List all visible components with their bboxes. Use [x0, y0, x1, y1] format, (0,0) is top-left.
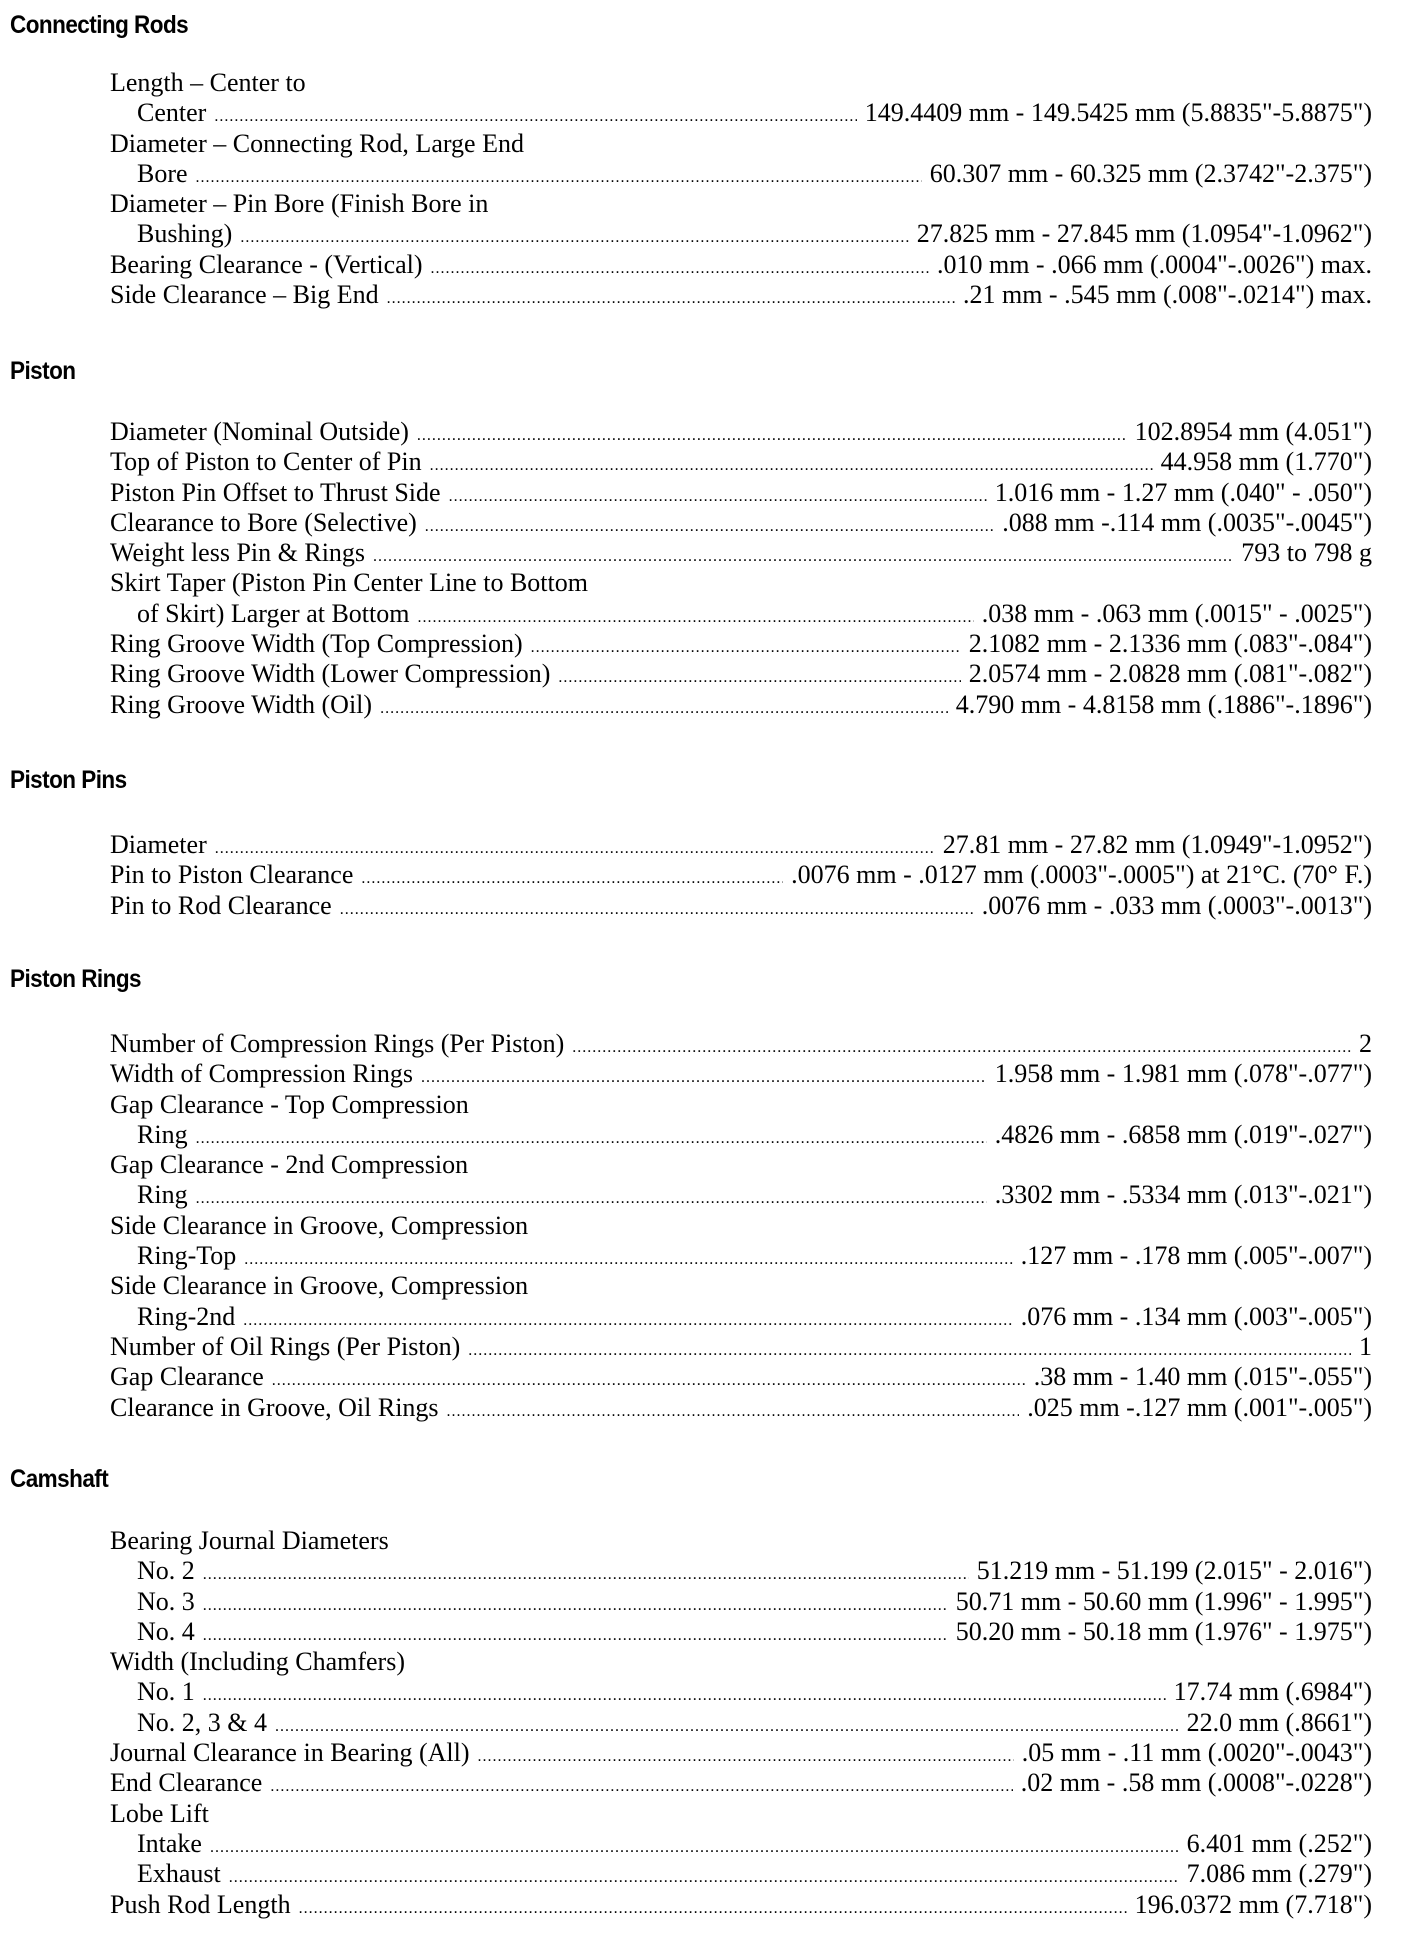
spec-row [110, 1090, 1372, 1120]
spec-label: Clearance in Groove, Oil Rings [110, 1392, 439, 1422]
spec-row [110, 629, 1372, 659]
spec-row [110, 1393, 1372, 1423]
spec-label: Bushing) [137, 219, 233, 249]
spec-row [110, 98, 1372, 128]
spec-label: Ring [137, 1180, 188, 1210]
spec-row [110, 1059, 1372, 1089]
spec-value: 44.958 mm (1.770") [1160, 447, 1372, 477]
dot-leader [417, 421, 1127, 451]
dot-leader [425, 512, 994, 542]
spec-label: Length – Center to [110, 68, 306, 97]
spec-value: .025 mm -.127 mm (.001"-.005") [1027, 1392, 1372, 1422]
spec-label: Ring Groove Width (Oil) [110, 689, 373, 719]
spec-row [110, 447, 1372, 477]
spec-value: 793 to 798 g [1241, 538, 1372, 568]
spec-label: No. 1 [137, 1677, 195, 1707]
spec-label: Width of Compression Rings [110, 1059, 414, 1089]
spec-label: Top of Piston to Center of Pin [110, 447, 422, 477]
spec-label: Intake [137, 1828, 202, 1858]
spec-row [110, 68, 1372, 98]
spec-row [110, 1556, 1372, 1586]
spec-row [110, 1180, 1372, 1210]
spec-row [110, 1271, 1372, 1301]
spec-value: 2.0574 mm - 2.0828 mm (.081"-.082") [968, 659, 1372, 689]
spec-row [110, 1587, 1372, 1617]
spec-value: 60.307 mm - 60.325 mm (2.3742"-2.375") [929, 158, 1372, 188]
spec-row [110, 538, 1372, 568]
spec-row [110, 159, 1372, 189]
spec-label: Gap Clearance [110, 1362, 264, 1392]
spec-value: 50.71 mm - 50.60 mm (1.996" - 1.995") [955, 1586, 1372, 1616]
spec-value: 1.958 mm - 1.981 mm (.078"-.077") [994, 1059, 1372, 1089]
spec-value: 6.401 mm (.252") [1186, 1828, 1372, 1858]
dot-leader [431, 254, 929, 284]
section-heading: Piston Rings [10, 965, 142, 993]
spec-row [110, 599, 1372, 629]
spec-value: .0076 mm - .033 mm (.0003"-.0013") [981, 890, 1372, 920]
spec-value: .038 mm - .063 mm (.0015" - .0025") [981, 598, 1372, 628]
spec-row [110, 1211, 1372, 1241]
spec-row [110, 508, 1372, 538]
spec-label: Number of Compression Rings (Per Piston) [110, 1029, 565, 1058]
spec-value: 102.8954 mm (4.051") [1134, 417, 1372, 446]
spec-row [110, 250, 1372, 280]
spec-row [110, 1829, 1372, 1859]
dot-leader [447, 1397, 1020, 1427]
spec-value: 17.74 mm (.6984") [1173, 1677, 1372, 1707]
spec-value: .127 mm - .178 mm (.005"-.007") [1020, 1241, 1372, 1271]
spec-row [110, 1332, 1372, 1362]
spec-value: 27.825 mm - 27.845 mm (1.0954"-1.0962") [916, 219, 1372, 249]
spec-label: Gap Clearance - 2nd Compression [110, 1150, 469, 1180]
spec-row [110, 1150, 1372, 1180]
spec-value: .38 mm - 1.40 mm (.015"-.055") [1033, 1362, 1372, 1392]
spec-label: Journal Clearance in Bearing (All) [110, 1738, 470, 1768]
spec-label: Skirt Taper (Piston Pin Center Line to Bottom [110, 568, 588, 598]
dot-leader [387, 284, 955, 314]
spec-label: No. 2, 3 & 4 [137, 1707, 267, 1737]
spec-value: .0076 mm - .0127 mm (.0003"-.0005") at 21°C. (70° F.) [791, 860, 1372, 890]
spec-label: Number of Oil Rings (Per Piston) [110, 1331, 461, 1361]
spec-value: 196.0372 mm (7.718") [1134, 1889, 1372, 1919]
spec-list [110, 68, 1372, 310]
spec-value: .088 mm -.114 mm (.0035"-.0045") [1002, 507, 1372, 537]
spec-row [110, 1362, 1372, 1392]
spec-row [110, 1738, 1372, 1768]
spec-label: Ring-Top [137, 1241, 237, 1271]
section-heading: Connecting Rods [10, 11, 189, 39]
spec-row [110, 1768, 1372, 1798]
spec-label: Weight less Pin & Rings [110, 538, 366, 568]
spec-label: Exhaust [137, 1859, 221, 1889]
spec-label: No. 3 [137, 1586, 195, 1616]
spec-row [110, 219, 1372, 249]
spec-label: Pin to Rod Clearance [110, 890, 332, 920]
spec-label: Diameter – Pin Bore (Finish Bore in [110, 189, 489, 219]
spec-row [110, 830, 1372, 860]
spec-row [110, 478, 1372, 508]
spec-value: 1.016 mm - 1.27 mm (.040" - .050") [994, 477, 1372, 507]
dot-leader [361, 864, 783, 894]
spec-value: 2 [1359, 1029, 1372, 1058]
spec-row [110, 1799, 1372, 1829]
spec-label: Diameter – Connecting Rod, Large End [110, 128, 524, 158]
dot-leader [203, 1681, 1166, 1711]
spec-label: Gap Clearance - Top Compression [110, 1089, 469, 1119]
spec-row [110, 568, 1372, 598]
dot-leader [449, 482, 987, 512]
spec-label: No. 2 [137, 1556, 195, 1586]
spec-value: 1 [1359, 1331, 1372, 1361]
spec-label: Bearing Journal Diameters [110, 1526, 389, 1555]
spec-label: Ring-2nd [137, 1301, 236, 1331]
dot-leader [340, 895, 974, 925]
spec-value: 2.1082 mm - 2.1336 mm (.083"-.084") [968, 629, 1372, 659]
section-heading: Camshaft [10, 1465, 109, 1493]
spec-list [110, 830, 1372, 921]
spec-value: 27.81 mm - 27.82 mm (1.0949"-1.0952") [942, 830, 1372, 859]
spec-label: Diameter (Nominal Outside) [110, 417, 409, 446]
dot-leader [421, 1063, 987, 1093]
spec-value: 50.20 mm - 50.18 mm (1.976" - 1.975") [955, 1616, 1372, 1646]
spec-value: 22.0 mm (.8661") [1186, 1707, 1372, 1737]
spec-row [110, 891, 1372, 921]
spec-label: Bore [137, 158, 188, 188]
spec-label: Ring Groove Width (Top Compression) [110, 629, 523, 659]
spec-label: Side Clearance – Big End [110, 280, 379, 310]
spec-value: .3302 mm - .5334 mm (.013"-.021") [994, 1180, 1372, 1210]
spec-value: .21 mm - .545 mm (.008"-.0214") max. [962, 280, 1372, 310]
dot-leader [531, 633, 961, 663]
spec-row [110, 1241, 1372, 1271]
spec-list [110, 1029, 1372, 1423]
spec-row [110, 417, 1372, 447]
dot-leader [210, 1833, 1179, 1863]
spec-row [110, 1617, 1372, 1647]
spec-label: Diameter [110, 830, 207, 859]
spec-value: .010 mm - .066 mm (.0004"-.0026") max. [936, 249, 1372, 279]
spec-value: .02 mm - .58 mm (.0008"-.0228") [1020, 1768, 1372, 1798]
spec-value: .4826 mm - .6858 mm (.019"-.027") [994, 1119, 1372, 1149]
spec-label: Side Clearance in Groove, Compression [110, 1271, 529, 1301]
spec-label: Width (Including Chamfers) [110, 1647, 405, 1677]
spec-row [110, 659, 1372, 689]
spec-row [110, 1859, 1372, 1889]
dot-leader [203, 1591, 948, 1621]
spec-value: .076 mm - .134 mm (.003"-.005") [1020, 1301, 1372, 1331]
spec-row [110, 1120, 1372, 1150]
spec-value: 149.4409 mm - 149.5425 mm (5.8835"-5.8875") [864, 98, 1372, 128]
spec-value: 4.790 mm - 4.8158 mm (.1886"-.1896") [955, 689, 1372, 719]
spec-row [110, 129, 1372, 159]
spec-row [110, 1029, 1372, 1059]
section-heading: Piston [10, 357, 76, 385]
spec-list [110, 1526, 1372, 1920]
spec-value: .05 mm - .11 mm (.0020"-.0043") [1021, 1738, 1372, 1768]
dot-leader [380, 694, 948, 724]
spec-label: Piston Pin Offset to Thrust Side [110, 477, 441, 507]
spec-row [110, 189, 1372, 219]
section-heading: Piston Pins [10, 766, 127, 794]
spec-label: Lobe Lift [110, 1798, 209, 1828]
spec-row [110, 1302, 1372, 1332]
dot-leader [299, 1894, 1127, 1924]
spec-row [110, 1677, 1372, 1707]
dot-leader [478, 1742, 1014, 1772]
dot-leader [270, 1772, 1012, 1802]
spec-row [110, 1526, 1372, 1556]
spec-label: Ring Groove Width (Lower Compression) [110, 659, 551, 689]
spec-label: of Skirt) Larger at Bottom [137, 598, 410, 628]
spec-row [110, 1708, 1372, 1738]
spec-row [110, 860, 1372, 890]
spec-label: End Clearance [110, 1768, 263, 1798]
dot-leader [229, 1863, 1179, 1893]
spec-label: Center [137, 98, 207, 128]
spec-label: Side Clearance in Groove, Compression [110, 1210, 529, 1240]
spec-value: 51.219 mm - 51.199 (2.015" - 2.016") [976, 1556, 1372, 1586]
spec-row [110, 1890, 1372, 1920]
spec-value: 7.086 mm (.279") [1186, 1859, 1372, 1889]
spec-label: Push Rod Length [110, 1889, 291, 1919]
spec-label: Ring [137, 1119, 188, 1149]
spec-row [110, 690, 1372, 720]
dot-leader [558, 663, 960, 693]
spec-row [110, 1647, 1372, 1677]
spec-row [110, 280, 1372, 310]
spec-list [110, 417, 1372, 720]
spec-label: No. 4 [137, 1616, 195, 1646]
spec-label: Clearance to Bore (Selective) [110, 507, 417, 537]
spec-label: Pin to Piston Clearance [110, 860, 354, 890]
spec-label: Bearing Clearance - (Vertical) [110, 249, 423, 279]
dot-leader [203, 1560, 969, 1590]
